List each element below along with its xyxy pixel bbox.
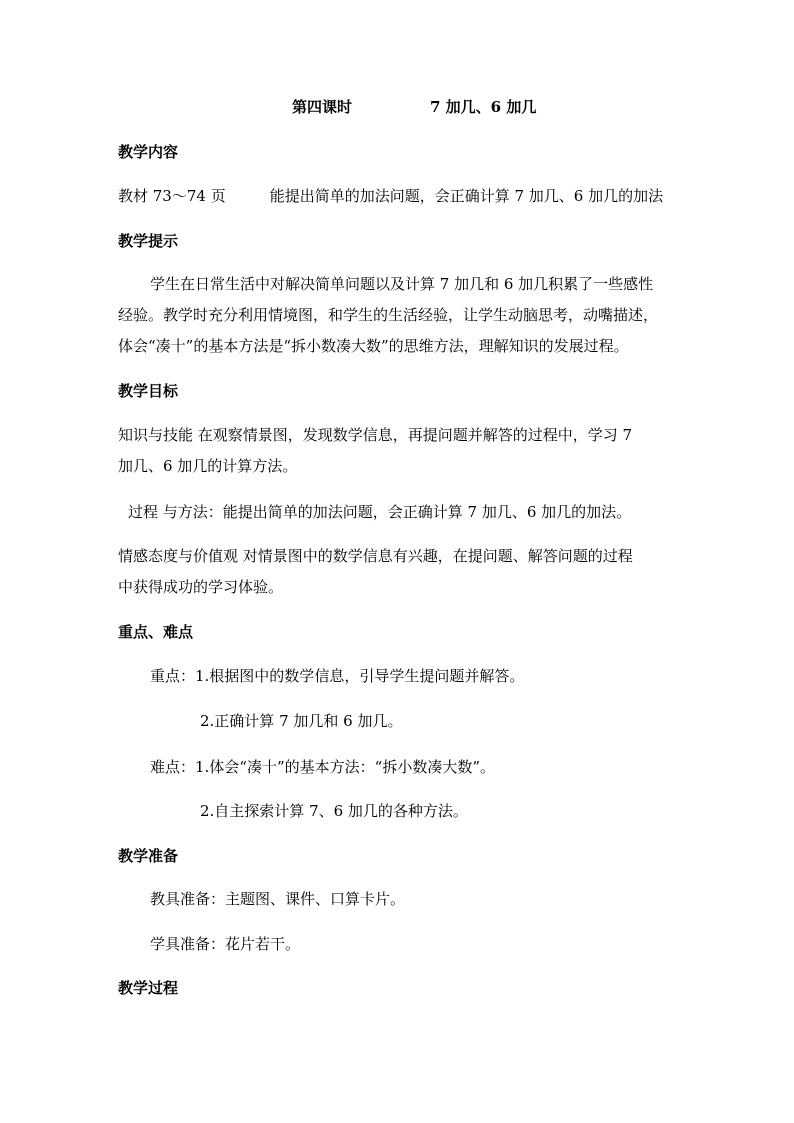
keypoint-line-2: 2.正确计算 7 加几和 6 加几。 — [200, 712, 403, 730]
section-heading-process: 教学过程 — [118, 979, 179, 997]
keypoint-line-1: 重点：1.根据图中的数学信息，引导学生提问题并解答。 — [150, 667, 525, 685]
hint-line-2: 经验。教学时充分利用情境图，和学生的生活经验，让学生动脑思考，动嘴描述， — [118, 306, 659, 324]
section-heading-prep: 教学准备 — [118, 847, 179, 865]
lesson-topic: 7 加几、6 加几 — [430, 98, 537, 116]
content-text: 能提出简单的加法问题，会正确计算 7 加几、6 加几的加法 — [269, 187, 664, 205]
goal-line-4: 情感态度与价值观 对情景图中的数学信息有兴趣，在提问题、解答问题的过程 — [118, 547, 633, 565]
section-heading-hint: 教学提示 — [118, 232, 179, 250]
goal-line-5: 中获得成功的学习体验。 — [118, 578, 284, 596]
section-heading-keypoints: 重点、难点 — [118, 623, 194, 641]
section-heading-content: 教学内容 — [118, 143, 179, 161]
hint-line-1: 学生在日常生活中对解决简单问题以及计算 7 加几和 6 加几积累了一些感性 — [150, 275, 654, 293]
difficulty-line-2: 2.自主探索计算 7、6 加几的各种方法。 — [200, 802, 468, 820]
section-heading-goals: 教学目标 — [118, 382, 179, 400]
prep-line-2: 学具准备：花片若干。 — [150, 935, 301, 953]
lesson-number: 第四课时 — [292, 98, 353, 116]
difficulty-line-1: 难点：1.体会“凑十”的基本方法：“拆小数凑大数”。 — [150, 758, 495, 776]
goal-line-1: 知识与技能 在观察情景图，发现数学信息，再提问题并解答的过程中，学习 7 — [118, 426, 633, 444]
prep-line-1: 教具准备：主题图、课件、口算卡片。 — [150, 890, 406, 908]
hint-line-3: 体会“凑十”的基本方法是“拆小数凑大数”的思维方法，理解知识的发展过程。 — [118, 337, 629, 355]
goal-line-2: 加几、6 加几的计算方法。 — [118, 457, 298, 475]
content-line — [118, 186, 678, 206]
textbook-pages: 教材 73～74 页 — [118, 187, 226, 205]
goal-line-3: 过程 与方法：能提出简单的加法问题，会正确计算 7 加几、6 加几的加法。 — [128, 503, 632, 521]
